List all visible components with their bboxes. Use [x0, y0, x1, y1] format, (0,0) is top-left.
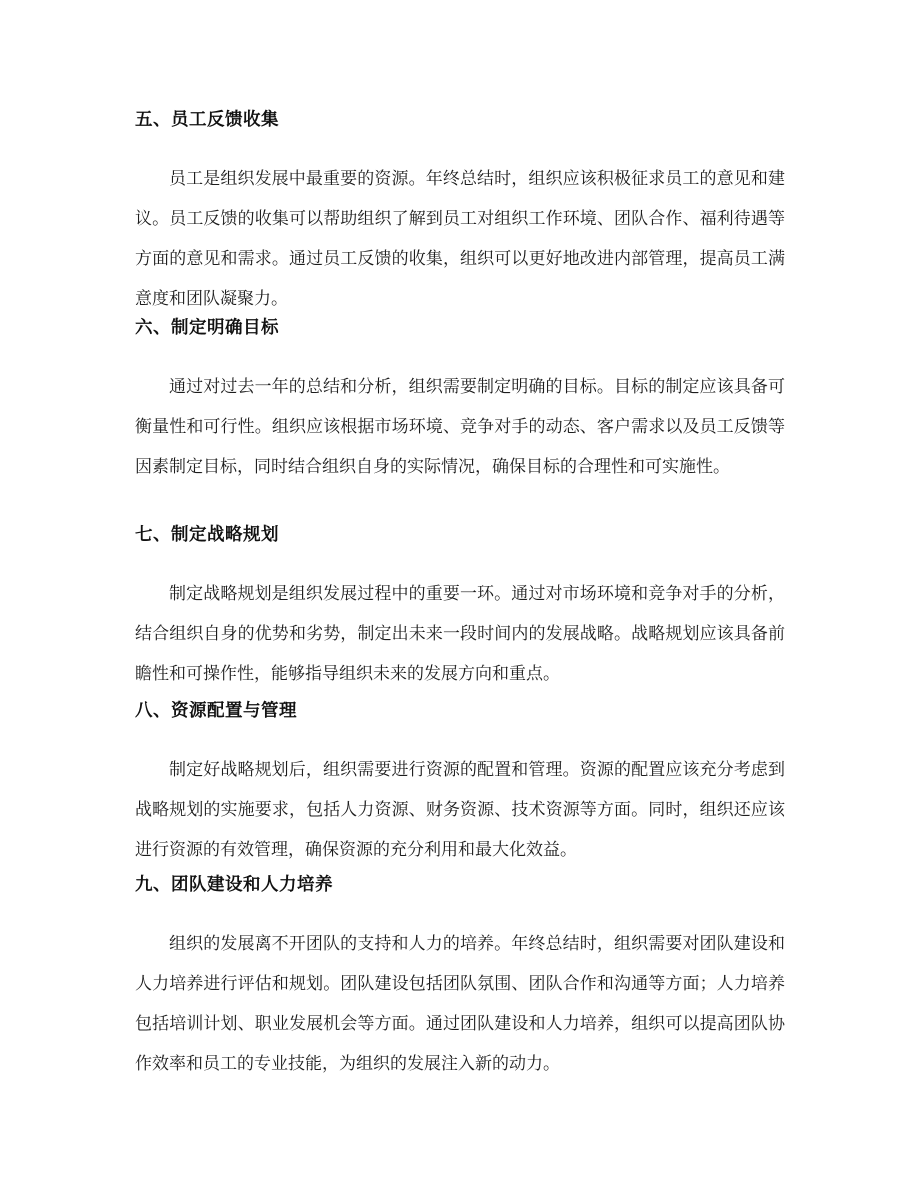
section-heading: 五、员工反馈收集 — [135, 110, 279, 130]
section-heading: 六、制定明确目标 — [135, 318, 279, 338]
section-strategic-planning — [135, 520, 785, 694]
section-paragraph: 通过对过去一年的总结和分析，组织需要制定明确的目标。目标的制定应该具备可衡量性和可行性。组织应该根据市场环境、竞争对手的动态、客户需求以及员工反馈等因素制定目标，同时结合组织自身的实际情况，确保目标的合理性和可实施性。 — [135, 377, 785, 477]
section-paragraph: 制定好战略规划后，组织需要进行资源的配置和管理。资源的配置应该充分考虑到战略规划的实施要求，包括人力资源、财务资源、技术资源等方面。同时，组织还应该进行资源的有效管理，确保资源的充分利用和最大化效益。 — [135, 760, 785, 860]
section-clear-goals — [135, 313, 785, 487]
section-paragraph: 员工是组织发展中最重要的资源。年终总结时，组织应该积极征求员工的意见和建议。员工反馈的收集可以帮助组织了解到员工对组织工作环境、团队合作、福利待遇等方面的意见和需求。通过员工反馈的收集，组织可以更好地改进内部管理，提高员工满意度和团队凝聚力。 — [135, 169, 785, 309]
section-paragraph: 制定战略规划是组织发展过程中的重要一环。通过对市场环境和竞争对手的分析，结合组织自身的优势和劣势，制定出未来一段时间内的发展战略。战略规划应该具备前瞻性和可操作性，能够指导组织未来的发展方向和重点。 — [135, 584, 785, 684]
section-employee-feedback — [135, 105, 785, 319]
section-paragraph: 组织的发展离不开团队的支持和人力的培养。年终总结时，组织需要对团队建设和人力培养进行评估和规划。团队建设包括团队氛围、团队合作和沟通等方面；人力培养包括培训计划、职业发展机会等方面。通过团队建设和人力培养，组织可以提高团队协作效率和员工的专业技能，为组织的发展注入新的动力。 — [135, 934, 785, 1074]
section-heading: 九、团队建设和人力培养 — [135, 875, 333, 895]
section-heading: 八、资源配置与管理 — [135, 701, 297, 721]
section-resource-management — [135, 696, 785, 870]
section-team-building — [135, 870, 785, 1084]
section-heading: 七、制定战略规划 — [135, 525, 279, 545]
